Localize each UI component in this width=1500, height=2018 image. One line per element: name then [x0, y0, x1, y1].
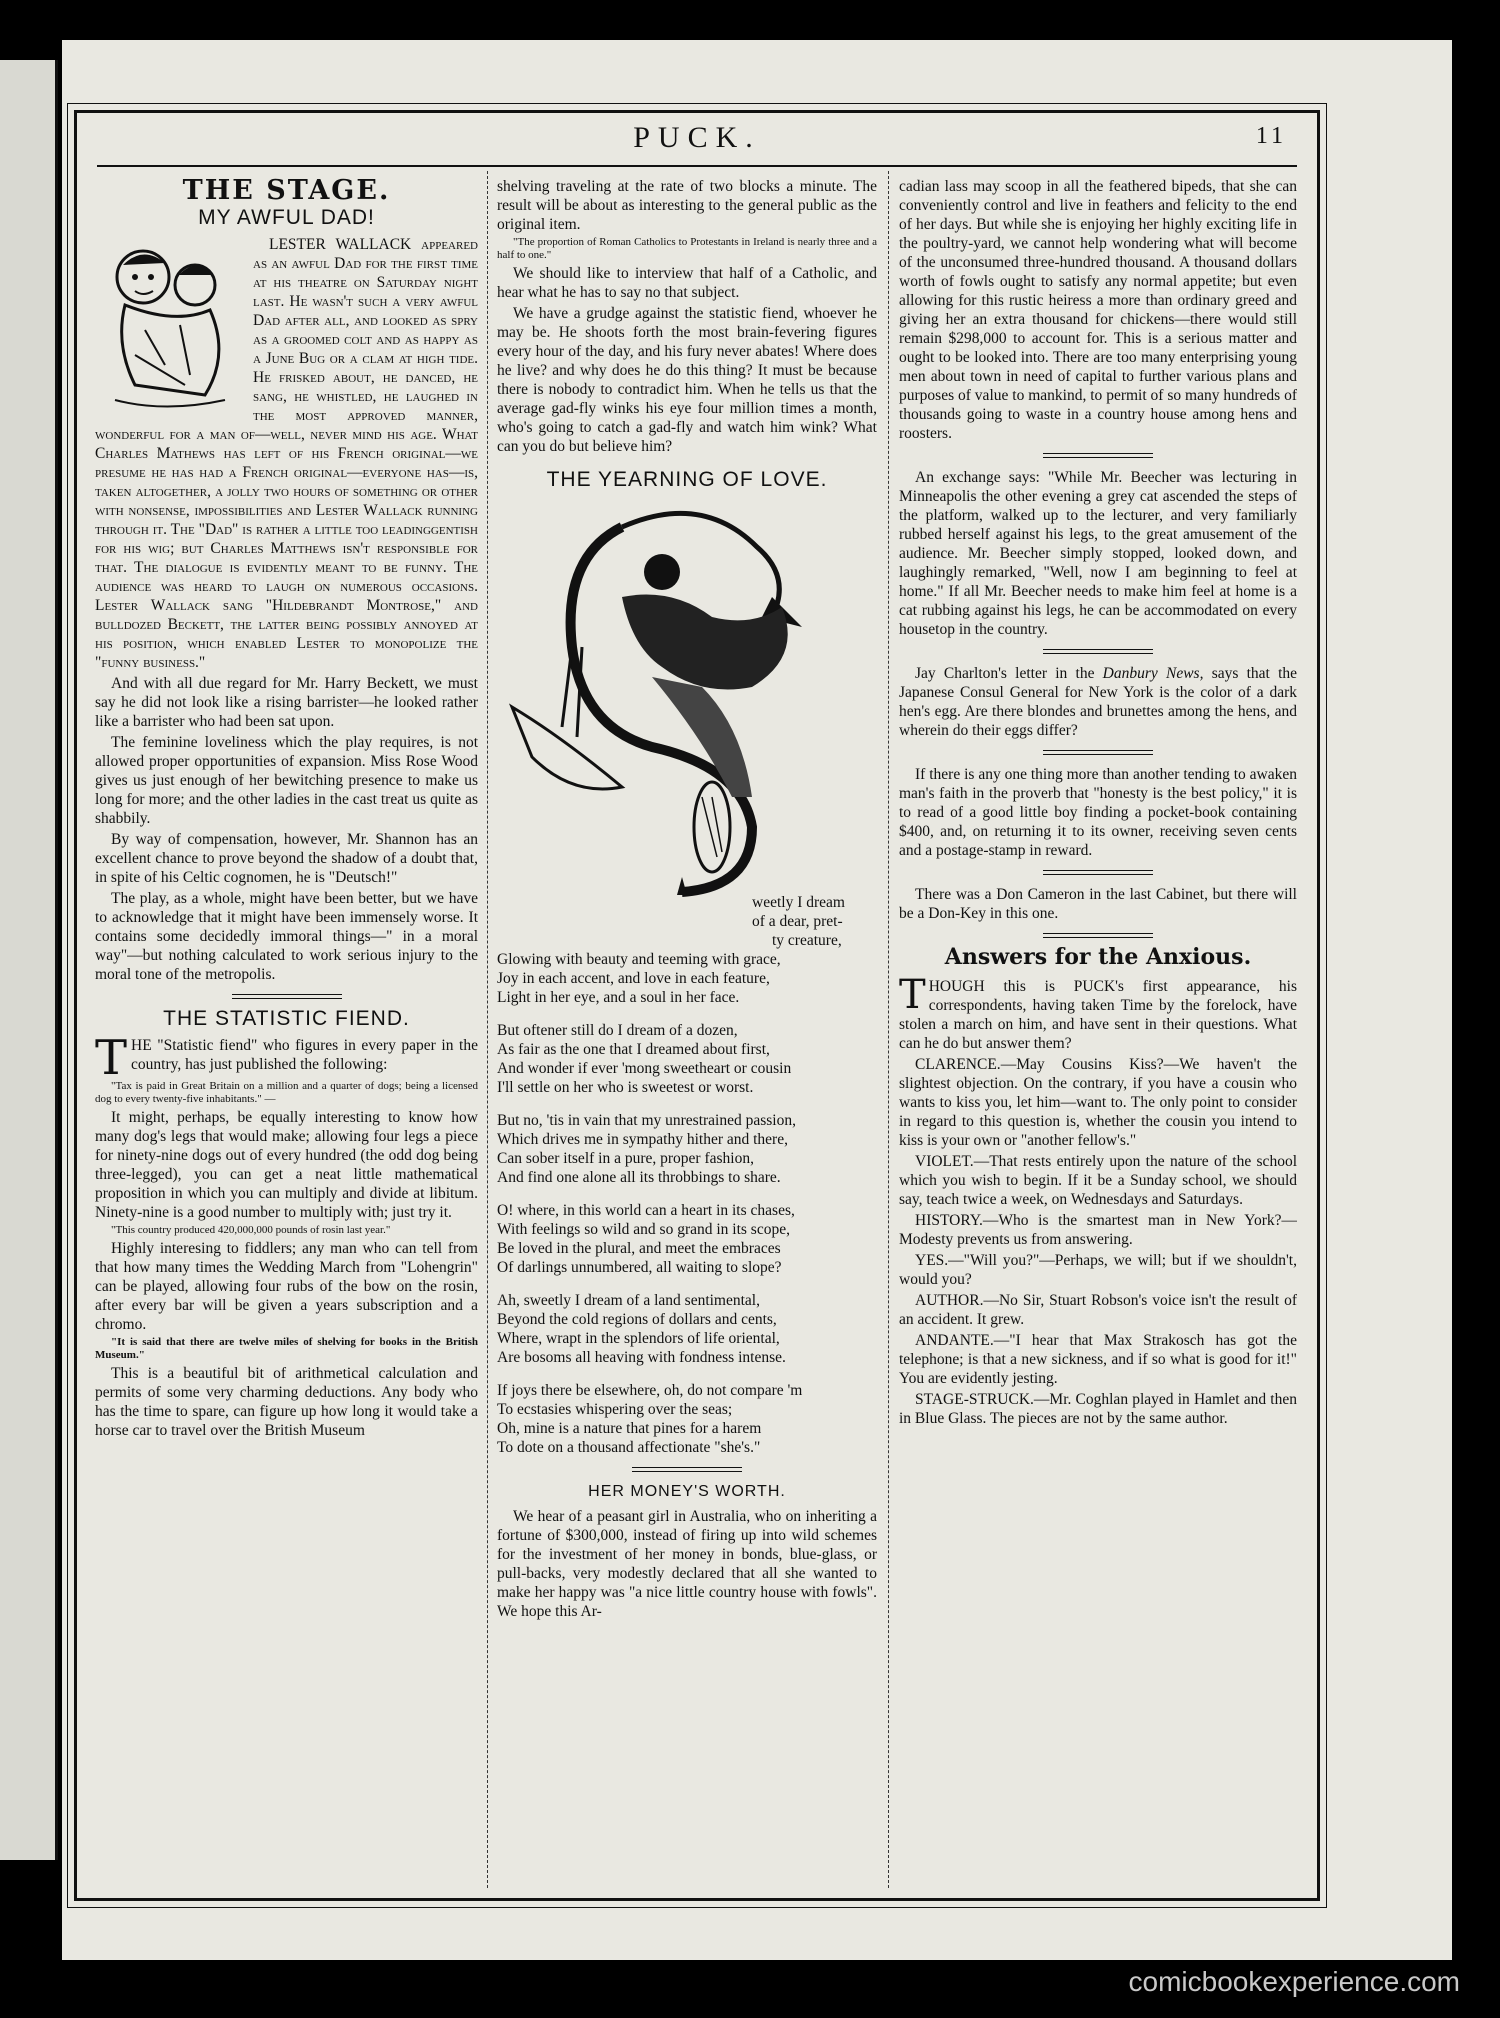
beecher-item: An exchange says: "While Mr. Beecher was lecturing in Minneapolis the other evening a grey cat ascended the steps of the platform, walked up to the lecturer, and very familiarly rubbed herself against his legs, to the great amusement of the audience. Mr. Beecher simply stopped, looked down, and laughingly remarked, "Well, now I am beginning to feel at home." If all Mr. Beecher needs to make him feel at home is a cat rubbing against his legs, he can be accommodated on every housetop in the country. — [899, 469, 1297, 638]
quoted-statistic: "This country produced 420,000,000 pounds of rosin last year." — [111, 1224, 391, 1236]
column-1 — [95, 177, 478, 1884]
poem-title-yearning-of-love: THE YEARNING OF LOVE. — [546, 468, 828, 491]
article-title-awful-dad: MY AWFUL DAD! — [198, 206, 375, 229]
poem-line: ty creature, — [772, 932, 842, 949]
watermark: comicbookexperience.com — [1128, 1966, 1460, 1997]
stage-paragraph: And with all due regard for Mr. Harry Beckett, we must say he did not look like a rising barrister—he looked rather like a barrister who had been sat upon. — [95, 675, 478, 730]
stage-paragraph: The play, as a whole, might have been better, but we have to acknowledge that it might have been immensely worse. It contains some decidedly immoral things—" in a moral way"—but nothing calculated to work serious injury to the moral tone of the metropolis. — [95, 890, 478, 983]
poem-line: I'll settle on her who is sweetest or worst. — [497, 1079, 754, 1096]
poem-line: Light in her eye, and a soul in her face. — [497, 989, 740, 1006]
separator-rule — [1043, 870, 1153, 875]
poem-line: Of darlings unnumbered, all waiting to slope? — [497, 1259, 782, 1276]
page-header — [77, 113, 1317, 163]
poem-line: Be loved in the plural, and meet the embraces — [497, 1240, 781, 1257]
separator-rule — [1043, 453, 1153, 458]
poem-line: And find one alone all its throbbings to share. — [497, 1169, 781, 1186]
column-divider-2 — [888, 171, 889, 1888]
poem-line: Which drives me in sympathy hither and there, — [497, 1131, 788, 1148]
poem-line: To dote on a thousand affectionate "she's." — [497, 1439, 761, 1456]
article-title-money-worth: HER MONEY'S WORTH. — [588, 1483, 786, 1500]
section-title-stage: THE STAGE. — [182, 177, 391, 206]
answer-entry — [899, 1251, 1297, 1289]
poem-line: Oh, mine is a nature that pines for a harem — [497, 1420, 762, 1437]
answer-correspondent: CLARENCE. — [915, 1056, 1001, 1073]
separator-rule — [1043, 750, 1153, 755]
answer-correspondent: YES. — [915, 1252, 949, 1269]
newspaper-name: Danbury News, — [1102, 665, 1204, 682]
answer-entry — [899, 1291, 1297, 1329]
statistic-paragraph-continued: shelving traveling at the rate of two blocks a minute. The result will be about as interesting to the general public as the original item. — [497, 178, 877, 233]
poem-line: O! where, in this world can a heart in its chases, — [497, 1202, 795, 1219]
answer-entry — [899, 1152, 1297, 1209]
stage-paragraph: By way of compensation, however, Mr. Shannon has an excellent chance to prove beyond the shadow of a doubt that, in spite of his Celtic cognomen, he is "Deutsch!" — [95, 831, 478, 886]
quoted-statistic: "It is said that there are twelve miles of shelving for books in the British Museum." — [95, 1336, 478, 1361]
answer-text: —"I hear that Max Strakosch has got the telephone; is that a new sickness, and if so what is good for it!" You are evidently jesting. — [899, 1332, 1297, 1387]
poem-line: If joys there be elsewhere, oh, do not compare 'm — [497, 1382, 803, 1399]
poem-line: of a dear, pret- — [752, 913, 843, 930]
poem-line: And wonder if ever 'mong sweetheart or cousin — [497, 1060, 792, 1077]
article-title-statistic-fiend: THE STATISTIC FIEND. — [163, 1007, 410, 1030]
charlton-text-a: Jay Charlton's letter in the — [915, 665, 1103, 682]
answer-text: —"Will you?"—Perhaps, we will; but if we shouldn't, would you? — [899, 1252, 1297, 1288]
answer-text: —That rests entirely upon the nature of the school which you wish to begin. If it be a Sunday school, we should say, teach twice a week, on Wednesdays and Saturdays. — [899, 1153, 1297, 1208]
answer-text: —No Sir, Stuart Robson's voice isn't the result of an accident. It grew. — [899, 1292, 1297, 1328]
money-paragraph-continued: cadian lass may scoop in all the feathered bipeds, that she can conveniently control and live in feathers and felicity to the end of her days. But while she is enjoying her highly exciting life in the poultry-yard, we cannot help wondering what will become of the unconsumed three-hundred thousand. A thousand dollars worth of fowls ought to satisfy any normal appetite; but even allowing for this rustic heiress a more than ordinary greed and giving her an extra thousand for chickens—there would still remain $298,000 to account for. This is a serious matter and ought to be looked into. There are too many enterprising young men about town in need of capital to further various plans and purposes of value to mankind, to permit of so many hundreds of thousands going to waste in a country house among hens and roosters. — [899, 178, 1297, 442]
poem-line: Where, wrapt in the splendors of life oriental, — [497, 1330, 780, 1347]
statistic-paragraph: It might, perhaps, be equally interesting to know how many dog's legs that would make; allowing four legs a piece for ninety-nine dogs out of every hundred (the odd dog being three-legged), you can get a neat little mathematical proposition in which you can multiply and divide at libitum. Ninety-nine is a good number to multiply with; just try it. — [95, 1109, 478, 1221]
cameron-item: There was a Don Cameron in the last Cabinet, but there will be a Don-Key in this one. — [899, 886, 1297, 922]
answers-intro: HOUGH this is PUCK's first appearance, his correspondents, having taken Time by the forelock, have stolen a march on him, and have sent in their questions. What can he do but answer them? — [899, 978, 1297, 1052]
poem-line: Glowing with beauty and teeming with grace, — [497, 951, 781, 968]
answer-text: —May Cousins Kiss?—We haven't the slightest objection. On the contrary, if you have a cousin who wants to kiss you, let him—want to. The only point to consider in regard to this question is, whether the cousin you intend to kiss is your own or "another fellow's." — [899, 1056, 1297, 1149]
header-rule — [97, 165, 1297, 167]
woman-in-letter-s-illustration — [502, 497, 872, 897]
page-frame — [74, 110, 1320, 1901]
poem-line: But oftener still do I dream of a dozen, — [497, 1022, 738, 1039]
statistic-paragraph: This is a beautiful bit of arithmetical calculation and permits of some very charming deductions. Any body who has the time to spare, can figure up how long it would take a horse car to travel over the British Museum — [95, 1365, 478, 1439]
quoted-statistic: "The proportion of Roman Catholics to Protestants in Ireland is nearly three and a half to one." — [497, 236, 877, 261]
charlton-item — [899, 664, 1297, 740]
poem-line: Ah, sweetly I dream of a land sentimental, — [497, 1292, 760, 1309]
poem-line: With feelings so wild and so grand in its scope, — [497, 1221, 790, 1238]
separator-rule — [1043, 649, 1153, 654]
column-divider-1 — [487, 171, 488, 1888]
drop-cap-letter: T — [95, 1030, 128, 1086]
answer-correspondent: VIOLET. — [915, 1153, 974, 1170]
answer-entry — [899, 1390, 1297, 1428]
poem-line: weetly I dream — [752, 894, 845, 911]
poem-line: Can sober itself in a pure, proper fashion, — [497, 1150, 754, 1167]
column-3 — [899, 177, 1297, 1884]
stage-paragraph: The feminine loveliness which the play requires, is not allowed proper opportunities of expansion. Miss Rose Wood gives us just enough of her bewitching presence to make us long for more; and the other ladies in the cast treat us quite as shabbily. — [95, 734, 478, 827]
statistic-intro: HE "Statistic fiend" who figures in every paper in the country, has just published the following: — [131, 1037, 478, 1073]
answer-correspondent: HISTORY. — [915, 1212, 983, 1229]
poem-line: But no, 'tis in vain that my unrestrained passion, — [497, 1112, 796, 1129]
quoted-statistic: "Tax is paid in Great Britain on a million and a quarter of dogs; being a licensed dog to every twenty-five inhabitants." — — [95, 1080, 478, 1105]
answer-correspondent: ANDANTE. — [915, 1332, 994, 1349]
dad-caricature-illustration — [95, 235, 245, 415]
poem-line: Joy in each accent, and love in each feature, — [497, 970, 770, 987]
statistic-paragraph: We should like to interview that half of a Catholic, and hear what he has to say no that subject. — [497, 265, 877, 301]
answer-entry — [899, 1055, 1297, 1150]
answer-entry — [899, 1211, 1297, 1249]
section-title-answers: Answers for the Anxious. — [944, 944, 1252, 970]
money-paragraph: We hear of a peasant girl in Australia, who on inheriting a fortune of $300,000, instead of firing up into wild schemes for the investment of her money in bonds, blue-glass, or pull-backs, very modestly declared that all she wanted to make her happy was "a nice little country house with fowls". We hope this Ar- — [497, 1508, 877, 1620]
separator-rule — [1043, 933, 1153, 938]
poem-line: Are bosoms all heaving with fondness intense. — [497, 1349, 786, 1366]
column-2 — [497, 177, 877, 1884]
honesty-item: If there is any one thing more than another tending to awaken man's faith in the proverb that "honesty is the best policy," it is to read of a good little boy finding a pocket-book containing $400, and, on returning it to its owner, receiving seven cents and a postage-stamp in reward. — [899, 766, 1297, 859]
separator-rule — [632, 1467, 742, 1472]
poem-line: Beyond the cold regions of dollars and cents, — [497, 1311, 777, 1328]
answer-text: —Who is the smartest man in New York?—Modesty prevents us from answering. — [899, 1212, 1297, 1248]
answer-text: —Mr. Coghlan played in Hamlet and then in Blue Glass. The pieces are not by the same author. — [899, 1391, 1297, 1427]
charlton-text-b: says that the Japanese Consul General for New York is the color of a dark hen's egg. Are there blondes and brunettes among the hens, and wherein do their eggs differ? — [899, 665, 1297, 739]
separator-rule — [232, 994, 342, 999]
statistic-paragraph: We have a grudge against the statistic fiend, whoever he may be. He shoots forth the most brain-fevering figures every hour of the day, and his fury never abates! Where does he live? and why does he do this thing? It must be because there is nobody to contradict him. When he tells us that the average gad-fly winks his eye four million times a month, who's going to catch a gad-fly and watch him wink? What can you do but believe him? — [497, 305, 877, 455]
adjacent-page-edge — [0, 60, 58, 1860]
masthead-title: PUCK. — [633, 121, 761, 154]
poem-line: To ecstasies whispering over the seas; — [497, 1401, 733, 1418]
stage-paragraph: LESTER WALLACK appeared as an awful Dad for the first time at his theatre on Saturday night last. He wasn't such a very awful Dad after all, and looked as spry as a groomed colt and as happy as a June Bug or a clam at high tide. He frisked about, he danced, he sang, he whistled, he laughed in the most approved manner, wonderful for a man of—well, never mind his age. What Charles Mathews has left of his French original—we presume he has had a French original—everyone has—is, taken altogether, a jolly two hours of something or other with nonsense, impossibilities and Lester Wallack running through it. The "Dad" is rather a little too leadinggentish for his wig; but Charles Matthews isn't responsible for that. The dialogue is evidently meant to be funny. The audience was heard to laugh on numerous occasions. Lester Wallack sang "Hildebrandt Montrose," and bulldozed Beckett, the latter being possibly annoyed at his position, which enabled Lester to monopolize the "funny business." — [95, 236, 478, 671]
answer-correspondent: AUTHOR. — [915, 1292, 984, 1309]
poem-line: As fair as the one that I dreamed about first, — [497, 1041, 770, 1058]
answer-entry — [899, 1331, 1297, 1388]
answer-correspondent: STAGE-STRUCK. — [915, 1391, 1034, 1408]
drop-cap-letter: T — [899, 972, 926, 1018]
statistic-paragraph: Highly interesing to fiddlers; any man who can tell from that how many times the Wedding March from "Lohengrin" can be played, allowing four rubs of the bow on the rosin, after every bar will be given a years subscription and a chromo. — [95, 1240, 478, 1333]
page-number: 11 — [1255, 123, 1287, 149]
